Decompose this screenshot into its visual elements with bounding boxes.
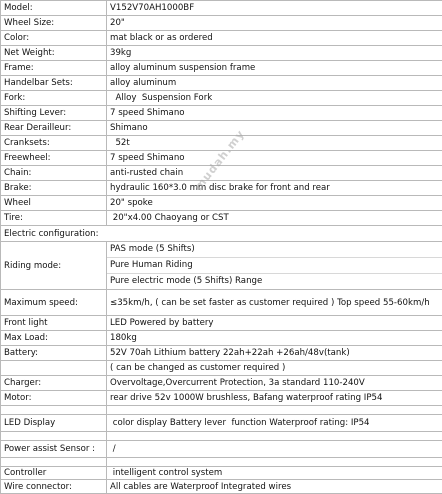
spec-value: 7 speed Shimano — [107, 151, 442, 166]
spec-label: Maximum speed: — [1, 290, 107, 316]
spacer-cell — [107, 406, 442, 415]
spec-value: color display Battery lever function Waterproof rating: IP54 — [107, 415, 442, 432]
spacer-cell — [107, 458, 442, 467]
spec-value: 7 speed Shimano — [107, 106, 442, 121]
spec-value: 20"x4.00 Chaoyang or CST — [107, 211, 442, 226]
spec-label: Frame: — [1, 61, 107, 76]
spec-row-max-load — [1, 331, 442, 346]
riding-mode-line: Pure Human Riding — [107, 258, 442, 274]
spec-row-front-light — [1, 316, 442, 331]
riding-mode-line: Pure electric mode (5 Shifts) Range — [107, 274, 442, 289]
spec-value: Overvoltage,Overcurrent Protection, 3a standard 110-240V — [107, 376, 442, 391]
spec-row-charger — [1, 376, 442, 391]
spec-row-frame — [1, 61, 442, 76]
spec-label: Wire connector: — [1, 480, 107, 494]
spec-label: Charger: — [1, 376, 107, 391]
spec-row-max-speed — [1, 290, 442, 316]
spec-row-rear-derailleur — [1, 121, 442, 136]
spec-row-controller — [1, 467, 442, 480]
spacer-row — [1, 406, 442, 415]
spec-row-net-weight — [1, 46, 442, 61]
spec-label: Wheel Size: — [1, 16, 107, 31]
spec-value: 39kg — [107, 46, 442, 61]
spec-value: All cables are Waterproof Integrated wires — [107, 480, 442, 494]
spacer-cell — [1, 432, 107, 441]
spec-label: Model: — [1, 1, 107, 16]
watermark: mudah.my — [192, 127, 247, 193]
spec-label: Net Weight: — [1, 46, 107, 61]
spec-row-motor — [1, 391, 442, 406]
spec-label: Handelbar Sets: — [1, 76, 107, 91]
spec-value: alloy aluminum suspension frame — [107, 61, 442, 76]
spec-value: LED Powered by battery — [107, 316, 442, 331]
spec-row-brake — [1, 181, 442, 196]
spec-row-fork — [1, 91, 442, 106]
spacer-row — [1, 458, 442, 467]
spec-value: Alloy Suspension Fork — [107, 91, 442, 106]
spec-label: Tire: — [1, 211, 107, 226]
spec-value: ( can be changed as customer required ) — [107, 361, 442, 376]
spec-label: Power assist Sensor : — [1, 441, 107, 458]
spec-label: Brake: — [1, 181, 107, 196]
spec-row-battery-note — [1, 361, 442, 376]
spec-row-power-assist — [1, 441, 442, 458]
riding-mode-line: PAS mode (5 Shifts) — [107, 242, 442, 258]
spec-label: LED Display — [1, 415, 107, 432]
spec-row-model — [1, 1, 442, 16]
spec-value: mat black or as ordered — [107, 31, 442, 46]
spec-label-empty — [1, 361, 107, 376]
riding-mode-values — [107, 242, 442, 290]
spec-label: Battery: — [1, 346, 107, 361]
spec-row-shifting-lever — [1, 106, 442, 121]
spec-label: Front light — [1, 316, 107, 331]
spec-value: / — [107, 441, 442, 458]
spec-label: Freewheel: — [1, 151, 107, 166]
spec-row-color — [1, 31, 442, 46]
spec-value: V152V70AH1000BF — [107, 1, 442, 16]
spec-value: alloy aluminum — [107, 76, 442, 91]
spec-label: Chain: — [1, 166, 107, 181]
spec-value: intelligent control system — [107, 467, 442, 480]
spec-row-handlebar — [1, 76, 442, 91]
spec-value: hydraulic 160*3.0 mm disc brake for front and rear — [107, 181, 442, 196]
electric-config-heading: Electric configuration: — [1, 226, 442, 242]
spec-label: Wheel — [1, 196, 107, 211]
spec-row-battery — [1, 346, 442, 361]
spec-label: Fork: — [1, 91, 107, 106]
spec-value: 20" — [107, 16, 442, 31]
spacer-cell — [107, 432, 442, 441]
spacer-cell — [1, 406, 107, 415]
spec-label: Controller — [1, 467, 107, 480]
spec-label: Cranksets: — [1, 136, 107, 151]
spec-row-wheel — [1, 196, 442, 211]
spec-value: 20" spoke — [107, 196, 442, 211]
spacer-row — [1, 432, 442, 441]
spacer-cell — [1, 458, 107, 467]
electric-header-row — [1, 226, 442, 242]
spec-value: 52t — [107, 136, 442, 151]
spec-value: 52V 70ah Lithium battery 22ah+22ah +26ah/48v(tank) — [107, 346, 442, 361]
spec-row-wheel-size — [1, 16, 442, 31]
spec-label: Motor: — [1, 391, 107, 406]
spec-label: Shifting Lever: — [1, 106, 107, 121]
spec-label: Rear Derailleur: — [1, 121, 107, 136]
spec-row-tire — [1, 211, 442, 226]
spec-value: 180kg — [107, 331, 442, 346]
spec-row-wire-connector — [1, 480, 442, 494]
spec-value: ≤35km/h, ( can be set faster as customer required ) Top speed 55-60km/h — [107, 290, 442, 316]
spec-label: Max Load: — [1, 331, 107, 346]
spec-value: anti-rusted chain — [107, 166, 442, 181]
spec-row-led-display — [1, 415, 442, 432]
spec-row-riding-mode — [1, 242, 442, 290]
spec-value: Shimano — [107, 121, 442, 136]
spec-value: rear drive 52v 1000W brushless, Bafang waterproof rating IP54 — [107, 391, 442, 406]
spec-label: Color: — [1, 31, 107, 46]
spec-label: Riding mode: — [1, 242, 107, 290]
